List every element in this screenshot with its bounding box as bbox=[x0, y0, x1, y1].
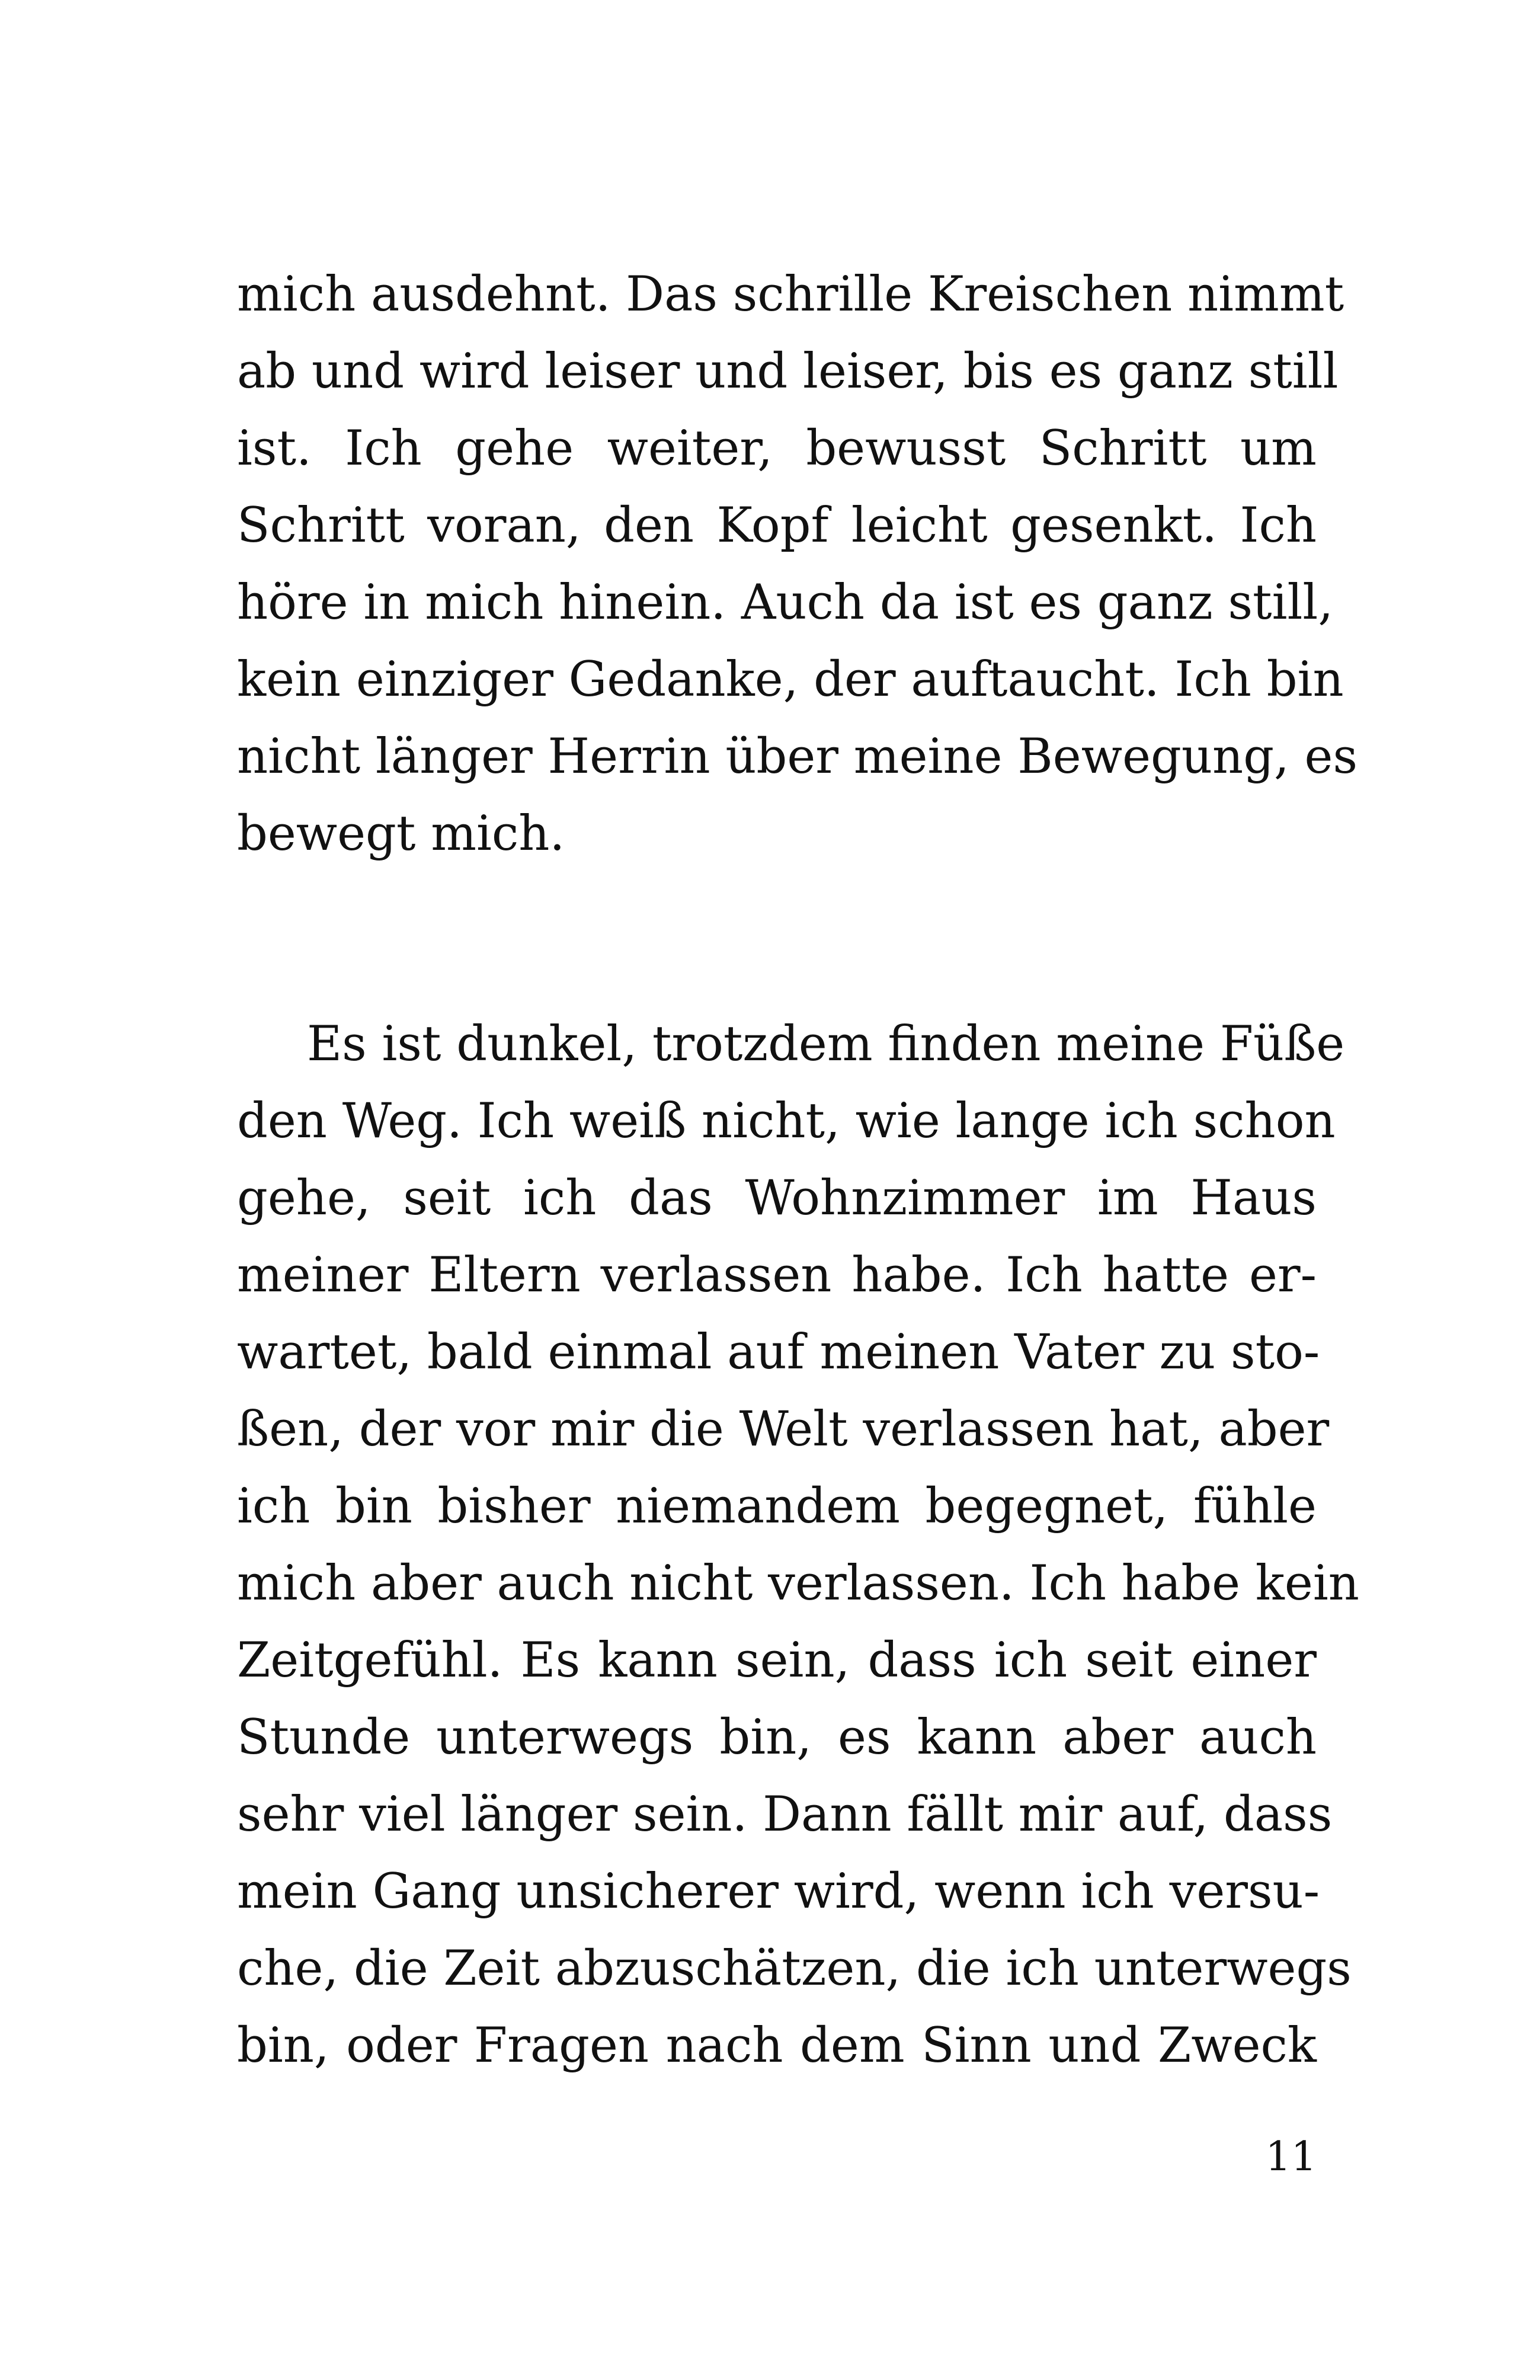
paragraph-2 bbox=[237, 1006, 1359, 2084]
text-line: Stunde unterwegs bin, es kann aber auch bbox=[237, 1710, 1317, 1765]
text-line: mich aber auch nicht verlassen. Ich habe kein bbox=[237, 1556, 1359, 1611]
paragraph-1 bbox=[237, 256, 1358, 872]
text-line: höre in mich hinein. Auch da ist es ganz still, bbox=[237, 575, 1334, 631]
text-line: den Weg. Ich weiß nicht, wie lange ich schon bbox=[237, 1093, 1336, 1149]
text-line: wartet, bald einmal auf meinen Vater zu sto- bbox=[237, 1325, 1320, 1380]
text-line: nicht länger Herrin über meine Bewegung, es bbox=[237, 729, 1358, 785]
text-line: Es ist dunkel, trotzdem finden meine Füße bbox=[307, 1016, 1345, 1072]
text-line: gehe, seit ich das Wohnzimmer im Haus bbox=[237, 1170, 1317, 1226]
text-line: ab und wird leiser und leiser, bis es ganz still bbox=[237, 344, 1339, 399]
text-line: Schritt voran, den Kopf leicht gesenkt. Ich bbox=[237, 498, 1317, 554]
text-line: che, die Zeit abzuschätzen, die ich unterwegs bbox=[237, 1941, 1352, 1997]
text-line: ist. Ich gehe weiter, bewusst Schritt um bbox=[237, 421, 1317, 476]
text-line: bewegt mich. bbox=[237, 806, 565, 862]
text-line: mich ausdehnt. Das schrille Kreischen nimmt bbox=[237, 267, 1344, 322]
text-line: mein Gang unsicherer wird, wenn ich versu- bbox=[237, 1864, 1320, 1920]
text-line: ßen, der vor mir die Welt verlassen hat, aber bbox=[237, 1402, 1330, 1457]
text-line: ich bin bisher niemandem begegnet, fühle bbox=[237, 1479, 1317, 1534]
text-line: meiner Eltern verlassen habe. Ich hatte er- bbox=[237, 1247, 1317, 1303]
text-line: kein einziger Gedanke, der auftaucht. Ich bin bbox=[237, 652, 1344, 708]
text-line: sehr viel länger sein. Dann fällt mir auf, dass bbox=[237, 1787, 1333, 1842]
page-number: 11 bbox=[1265, 2133, 1317, 2180]
text-line: Zeitgefühl. Es kann sein, dass ich seit einer bbox=[237, 1633, 1317, 1688]
text-line: bin, oder Fragen nach dem Sinn und Zweck bbox=[237, 2018, 1317, 2074]
